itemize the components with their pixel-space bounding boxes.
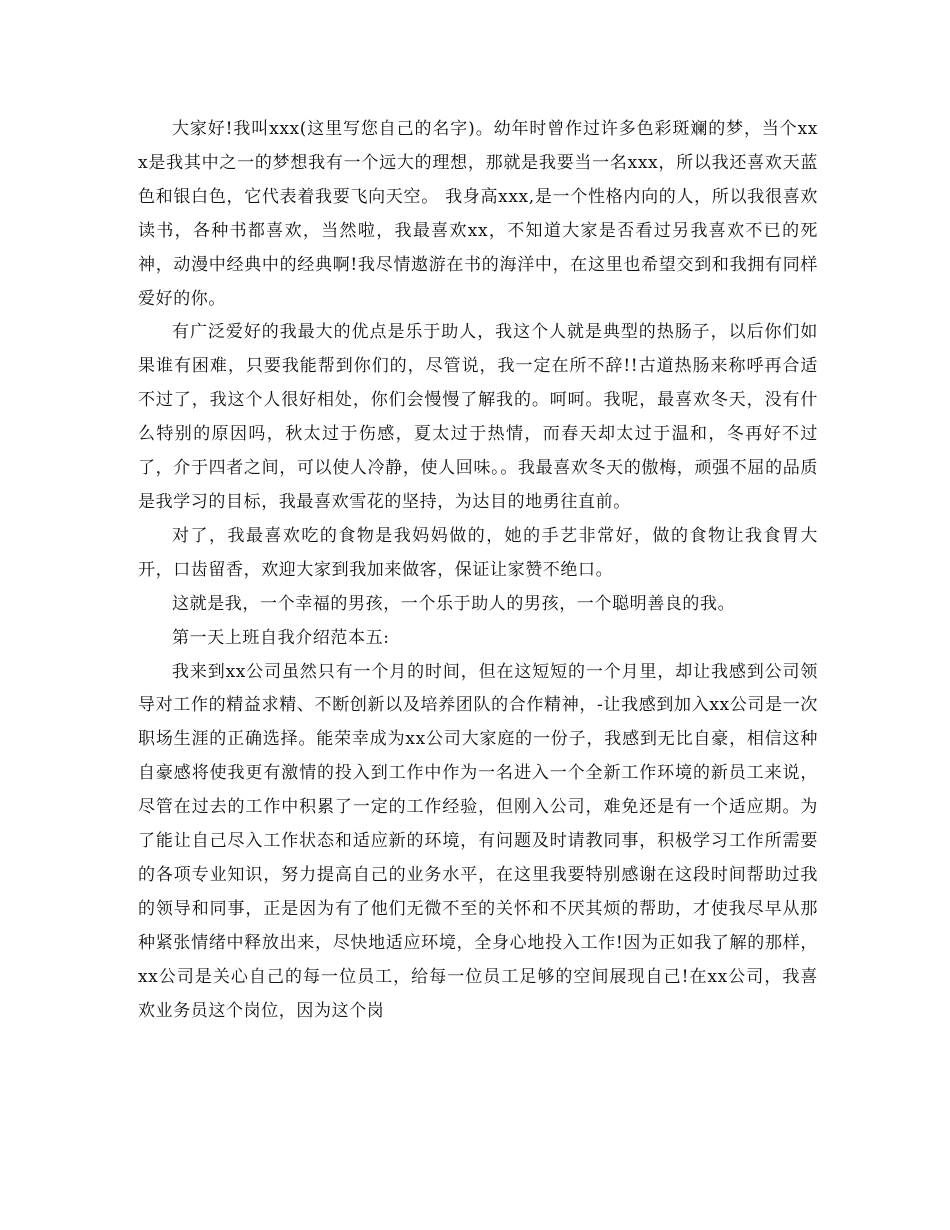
paragraph-summary: 这就是我，一个幸福的男孩，一个乐于助人的男孩，一个聪明善良的我。 (172, 593, 736, 614)
paragraph-food: 对了，我最喜欢吃的食物是我妈妈做的，她的手艺非常好，做的食物让我食胃大开，口齿留香，欢迎大家到我加来做客，保证让家赞不绝口。 (138, 525, 818, 580)
paragraph-hobbies: 有广泛爱好的我最大的优点是乐于助人，我这个人就是典型的热肠子，以后你们如果谁有困难，只要我能帮到你们的，尽管说，我一定在所不辞!!古道热肠来称呼再合适不过了，我这个人很好相处，你们会慢慢了解我的。呵呵。我呢，最喜欢冬天，没有什么特别的原因吗，秋太过于伤感，夏太过于热情，而春天却太过于温和，冬再好不过了，介于四者之间，可以使人冷静，使人回味。。我最喜欢冬天的傲梅，顽强不屈的品质是我学习的目标，我最喜欢雪花的坚持，为达目的地勇往直前。 (138, 322, 818, 512)
document-body (138, 113, 818, 1028)
section-heading: 第一天上班自我介绍范本五: (172, 627, 390, 648)
paragraph-intro: 大家好!我叫xxx(这里写您自己的名字)。幼年时曾作过许多色彩斑斓的梦，当个xxx是我其中之一的梦想我有一个远大的理想，那就是我要当一名xxx，所以我还喜欢天蓝色和银白色，它代表着我要飞向天空。 我身高xxx,是一个性格内向的人，所以我很喜欢读书，各种书都喜欢，当然啦，我最喜欢xx，不知道大家是否看过另我喜欢不已的死神，动漫中经典中的经典啊!我尽情遨游在书的海洋中，在这里也希望交到和我拥有同样爱好的你。 (138, 119, 818, 309)
paragraph-company: 我来到xx公司虽然只有一个月的时间，但在这短短的一个月里，却让我感到公司领导对工作的精益求精、不断创新以及培养团队的合作精神，-让我感到加入xx公司是一次职场生涯的正确选择。能荣幸成为xx公司大家庭的一份子，我感到无比自豪，相信这种自豪感将使我更有激情的投入到工作中作为一名进入一个全新工作环境的新员工来说，尽管在过去的工作中积累了一定的工作经验，但刚入公司，难免还是有一个适应期。为了能让自己尽入工作状态和适应新的环境，有问题及时请教同事，积极学习工作所需要的各项专业知识，努力提高自己的业务水平，在这里我要特别感谢在这段时间帮助过我的领导和同事，正是因为有了他们无微不至的关怀和不厌其烦的帮助，才使我尽早从那种紧张情绪中释放出来，尽快地适应环境，全身心地投入工作!因为正如我了解的那样，xx公司是关心自己的每一位员工，给每一位员工足够的空间展现自己!在xx公司，我喜欢业务员这个岗位，因为这个岗 (138, 661, 818, 1021)
